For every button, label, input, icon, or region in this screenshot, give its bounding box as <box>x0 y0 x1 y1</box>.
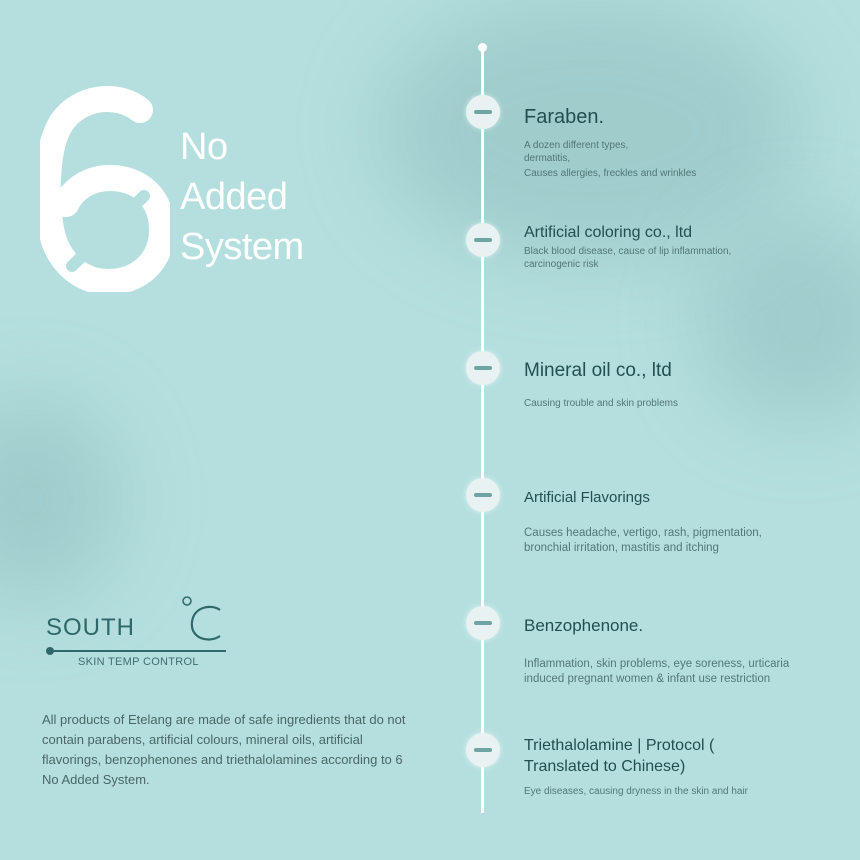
item-title: Triethalolamine | Protocol ( Translated to Chinese) <box>524 737 715 775</box>
timeline-item-benzophenone <box>524 615 824 687</box>
brand-name: SOUTH <box>46 614 135 641</box>
item-desc-line: Causes headache, vertigo, rash, pigmentation, <box>524 527 762 539</box>
item-desc-line: dermatitis, <box>524 153 571 164</box>
item-desc-line: Eye diseases, causing dryness in the skin and hair <box>524 786 749 797</box>
celsius-icon <box>44 596 244 656</box>
item-desc-line: Black blood disease, cause of lip inflammation, <box>524 246 732 257</box>
timeline-item-faraben <box>524 104 824 180</box>
item-desc <box>524 139 824 180</box>
hero-title <box>180 122 304 272</box>
numeral-six-icon <box>40 82 170 292</box>
hero-line-added: Added <box>180 176 288 218</box>
timeline-node <box>466 95 500 129</box>
item-desc <box>524 245 824 271</box>
brand-logo <box>44 596 244 676</box>
timeline-item-artificial-flavorings <box>524 487 824 556</box>
brand-subtitle: SKIN TEMP CONTROL <box>78 656 199 668</box>
timeline-item-artificial-coloring <box>524 222 732 271</box>
description-paragraph: All products of Etelang are made of safe ingredients that do not contain parabens, artificial colours, mineral oils, artificial flavorings, benzophenones and triethalolamines according to 6 No Added System. <box>42 712 406 787</box>
item-desc-line: carcinogenic risk <box>524 259 599 270</box>
timeline-item-mineral-oil <box>524 359 824 410</box>
item-desc <box>524 785 824 798</box>
timeline-node <box>466 351 500 385</box>
timeline-line <box>481 48 484 813</box>
item-title: Artificial coloring co., ltd <box>524 224 693 241</box>
item-desc-line: Causing trouble and skin problems <box>524 398 678 409</box>
item-desc <box>524 397 824 410</box>
timeline-start-dot <box>478 43 487 52</box>
item-desc-line: Inflammation, skin problems, eye soreness, urticaria <box>524 658 790 670</box>
item-desc-line: induced pregnant women & infant use restriction <box>524 673 771 685</box>
item-desc <box>524 526 824 556</box>
hero-line-system: System <box>180 226 304 268</box>
timeline-node <box>466 223 500 257</box>
item-desc-line: A dozen different types, <box>524 140 629 151</box>
item-title: Benzophenone. <box>524 616 644 635</box>
timeline-item-triethalolamine <box>524 735 774 798</box>
hero-line-no: No <box>180 126 228 168</box>
item-title: Faraben. <box>524 106 605 128</box>
item-title: Artificial Flavorings <box>524 489 650 506</box>
item-desc <box>524 657 824 687</box>
timeline-node <box>466 733 500 767</box>
item-desc-line: Causes allergies, freckles and wrinkles <box>524 168 697 179</box>
item-title: Mineral oil co., ltd <box>524 360 672 381</box>
timeline-node <box>466 478 500 512</box>
item-desc-line: bronchial irritation, mastitis and itching <box>524 542 719 554</box>
timeline-node <box>466 606 500 640</box>
hero-logo <box>40 82 340 302</box>
background-shadow <box>0 400 120 600</box>
